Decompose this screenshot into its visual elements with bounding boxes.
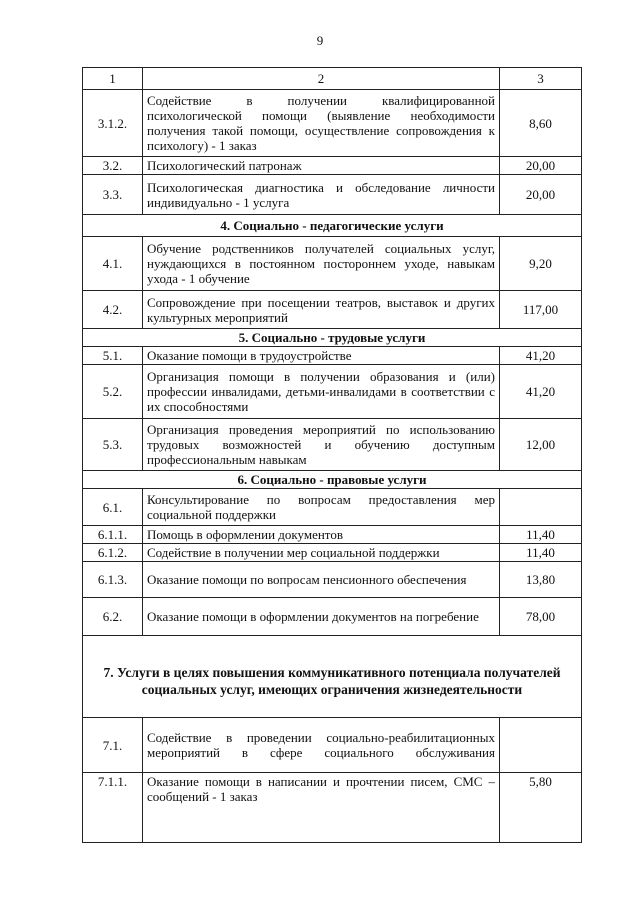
row-number: 5.3. xyxy=(83,419,143,471)
section-header-row xyxy=(83,215,582,237)
row-number: 3.3. xyxy=(83,175,143,215)
section-title: 4. Социально - педагогические услуги xyxy=(83,215,582,237)
table-row xyxy=(83,90,582,157)
section-header-row xyxy=(83,636,582,718)
section-title: 5. Социально - трудовые услуги xyxy=(83,329,582,347)
row-service: Психологический патронаж xyxy=(143,157,500,175)
row-service: Содействие в получении мер социальной поддержки xyxy=(143,544,500,562)
row-service: Консультирование по вопросам предоставления мер социальной поддержки xyxy=(143,489,500,526)
row-price: 12,00 xyxy=(500,419,582,471)
row-price: 117,00 xyxy=(500,291,582,329)
header-col-service: 2 xyxy=(143,68,500,90)
table-row xyxy=(83,419,582,471)
services-price-table xyxy=(82,67,582,843)
row-number: 6.1.2. xyxy=(83,544,143,562)
row-service: Сопровождение при посещении театров, выставок и других культурных мероприятий xyxy=(143,291,500,329)
row-number: 4.2. xyxy=(83,291,143,329)
table-row xyxy=(83,526,582,544)
row-price: 11,40 xyxy=(500,544,582,562)
row-number: 5.1. xyxy=(83,347,143,365)
row-price: 20,00 xyxy=(500,157,582,175)
table-row xyxy=(83,291,582,329)
table-header-row xyxy=(83,68,582,90)
row-service: Оказание помощи в оформлении документов на погребение xyxy=(143,598,500,636)
table-row xyxy=(83,718,582,773)
row-number: 4.1. xyxy=(83,237,143,291)
row-number: 3.2. xyxy=(83,157,143,175)
row-number: 7.1. xyxy=(83,718,143,773)
row-number: 6.1.1. xyxy=(83,526,143,544)
row-price: 8,60 xyxy=(500,90,582,157)
row-price: 20,00 xyxy=(500,175,582,215)
row-price: 41,20 xyxy=(500,347,582,365)
row-price: 41,20 xyxy=(500,365,582,419)
row-number: 6.1. xyxy=(83,489,143,526)
row-service: Оказание помощи в трудоустройстве xyxy=(143,347,500,365)
row-number: 6.2. xyxy=(83,598,143,636)
section-title: 6. Социально - правовые услуги xyxy=(83,471,582,489)
table-row xyxy=(83,773,582,843)
table-row xyxy=(83,237,582,291)
row-price xyxy=(500,718,582,773)
row-number: 5.2. xyxy=(83,365,143,419)
row-service: Содействие в получении квалифицированной психологической помощи (выявление необходимости получения такой помощи, осуществление сопровождения к психологу) - 1 заказ xyxy=(143,90,500,157)
row-number: 7.1.1. xyxy=(83,773,143,843)
row-number: 3.1.2. xyxy=(83,90,143,157)
row-price: 5,80 xyxy=(500,773,582,843)
table-row xyxy=(83,175,582,215)
row-price: 9,20 xyxy=(500,237,582,291)
table-row xyxy=(83,365,582,419)
table-row xyxy=(83,562,582,598)
header-col-price: 3 xyxy=(500,68,582,90)
table-row xyxy=(83,598,582,636)
page-number: 9 xyxy=(316,33,324,48)
row-price: 13,80 xyxy=(500,562,582,598)
row-service: Содействие в проведении социально-реабилитационных мероприятий в сфере социального обслуживания xyxy=(143,718,500,773)
header-col-number: 1 xyxy=(83,68,143,90)
row-price: 11,40 xyxy=(500,526,582,544)
row-service: Оказание помощи в написании и прочтении писем, СМС – сообщений - 1 заказ xyxy=(143,773,500,843)
row-price: 78,00 xyxy=(500,598,582,636)
section-title: 7. Услуги в целях повышения коммуникативного потенциала получателей социальных услуг, имеющих ограничения жизнедеятельности xyxy=(83,636,582,718)
table-row xyxy=(83,544,582,562)
row-service: Оказание помощи по вопросам пенсионного обеспечения xyxy=(143,562,500,598)
section-header-row xyxy=(83,329,582,347)
row-service: Организация помощи в получении образования и (или) профессии инвалидами, детьми-инвалидами в соответствии с их способностями xyxy=(143,365,500,419)
row-service: Организация проведения мероприятий по использованию трудовых возможностей и обучению доступным профессиональным навыкам xyxy=(143,419,500,471)
row-service: Психологическая диагностика и обследование личности индивидуально - 1 услуга xyxy=(143,175,500,215)
table-row xyxy=(83,157,582,175)
row-price xyxy=(500,489,582,526)
row-number: 6.1.3. xyxy=(83,562,143,598)
table-row xyxy=(83,347,582,365)
section-header-row xyxy=(83,471,582,489)
row-service: Обучение родственников получателей социальных услуг, нуждающихся в постоянном постороннем уходе, навыкам ухода - 1 обучение xyxy=(143,237,500,291)
table-row xyxy=(83,489,582,526)
row-service: Помощь в оформлении документов xyxy=(143,526,500,544)
